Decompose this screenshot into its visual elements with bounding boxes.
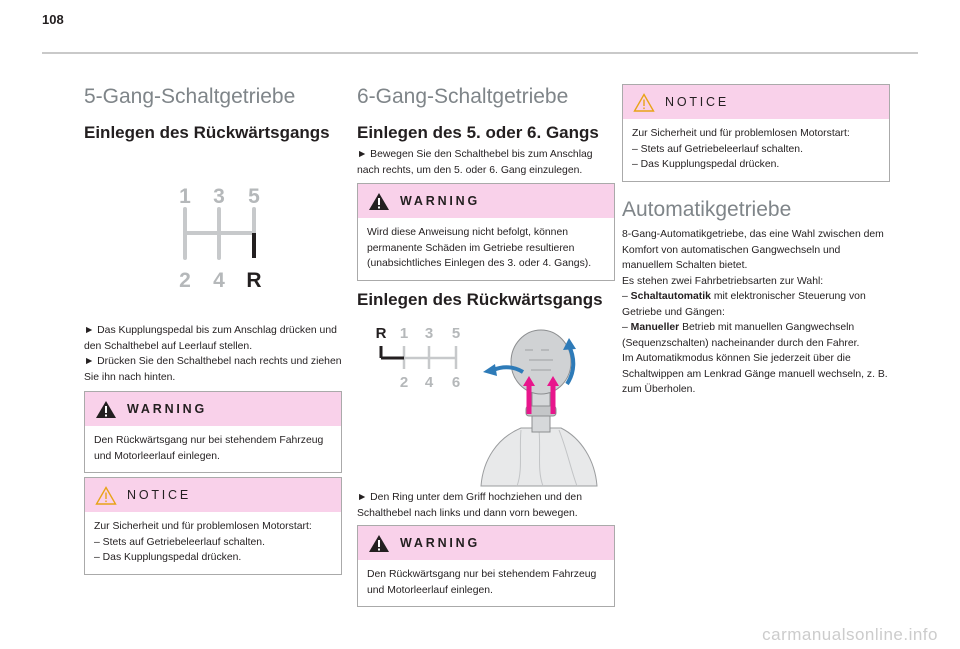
warning-box (357, 525, 615, 607)
gear-label: 5 (451, 325, 461, 342)
paragraph: 8-Gang-Automatikgetriebe, das eine Wahl zwischen dem Komfort von automatischen Gangwechseln und manuellem Schalten bietet. (622, 229, 884, 271)
gear-label-reverse: R (375, 325, 387, 342)
notice-icon (95, 486, 117, 505)
instruction-text (357, 147, 615, 178)
instruction-text (84, 323, 342, 385)
paragraph: Im Automatikmodus können Sie jederzeit über die Schaltwippen am Lenkrad Gänge manuell wechseln, z. B. zum Überholen. (622, 353, 888, 395)
notice-icon (633, 93, 655, 112)
warning-body: Wird diese Anweisung nicht befolgt, können permanente Schäden im Getriebe resultieren (unabsichtliches Einlegen des 3. oder 4. Gangs). (367, 227, 592, 269)
notice-title: NOTICE (665, 95, 730, 109)
notice-text (623, 119, 889, 181)
gear-label: 3 (424, 325, 434, 342)
warning-header (358, 184, 614, 218)
section-title-5-speed: 5-Gang-Schaltgetriebe (84, 85, 296, 108)
warning-title: WARNING (127, 402, 208, 416)
notice-line: – Das Kupplungspedal drücken. (632, 159, 780, 170)
warning-text (358, 218, 614, 280)
notice-line: – Stets auf Getriebeleerlauf schalten. (94, 536, 265, 548)
warning-body: Den Rückwärtsgang nur bei stehendem Fahrzeug und Motorleerlauf einlegen. (367, 569, 597, 596)
gear-label: 3 (213, 185, 225, 208)
list-item-text: mit elektronischer Steuerung von Getriebe und Gängen: (622, 291, 866, 318)
gear-label: 5 (248, 185, 260, 208)
gear-label: 4 (424, 374, 434, 391)
gear-lever-6-speed-illustration (371, 320, 601, 488)
list-item-text: Betrieb mit manuellen Gangwechseln (Sequenzschalten) nacheinander durch den Fahrer. (622, 322, 860, 349)
notice-header (623, 85, 889, 119)
step: ► Den Ring unter dem Griff hochziehen und den Schalthebel nach links und dann vorn bewegen. (357, 492, 582, 519)
warning-header (85, 392, 341, 426)
list-item: – Manueller Betrieb mit manuellen Gangwechseln (Sequenzschalten) nacheinander durch den Fahrer. (622, 322, 860, 349)
notice-line: – Das Kupplungspedal drücken. (94, 552, 242, 563)
top-divider (42, 52, 918, 54)
notice-line: Zur Sicherheit und für problemlosen Motorstart: (94, 521, 312, 532)
warning-text (358, 560, 614, 606)
notice-box (84, 477, 342, 575)
instruction-text (357, 490, 615, 521)
gear-label: 6 (451, 374, 461, 391)
subheading-5th-6th: Einlegen des 5. oder 6. Gangs (357, 123, 599, 142)
warning-body: Den Rückwärtsgang nur bei stehendem Fahrzeug und Motorleerlauf einlegen. (94, 435, 324, 462)
warning-icon (95, 400, 117, 419)
subheading-reverse: Einlegen des Rückwärtsgangs (357, 290, 603, 309)
subheading-reverse: Einlegen des Rückwärtsgangs (84, 123, 330, 142)
notice-text (85, 512, 341, 574)
step: ► Bewegen Sie den Schalthebel bis zum Anschlag nach rechts, um den 5. oder 6. Gang einzulegen. (357, 149, 593, 176)
automatic-description (622, 227, 890, 398)
gear-label: 1 (179, 185, 191, 208)
warning-text (85, 426, 341, 472)
warning-title: WARNING (400, 194, 481, 208)
section-title-6-speed: 6-Gang-Schaltgetriebe (357, 85, 569, 108)
gear-label-reverse: R (246, 269, 262, 292)
warning-box (357, 183, 615, 281)
gear-label: 2 (399, 374, 409, 391)
gear-label: 1 (399, 325, 409, 342)
notice-box (622, 84, 890, 182)
section-title-automatic: Automatikgetriebe (622, 198, 792, 221)
gear-pattern-5-speed-diagram (172, 182, 272, 292)
page-number: 108 (42, 12, 64, 27)
notice-line: – Stets auf Getriebeleerlauf schalten. (632, 143, 803, 155)
list-item-term: Manueller (630, 322, 680, 333)
list-item-term: Schaltautomatik (630, 291, 711, 302)
list-item: – Schaltautomatik mit elektronischer Steuerung von Getriebe und Gängen: (622, 291, 866, 318)
warning-title: WARNING (400, 536, 481, 550)
notice-line: Zur Sicherheit und für problemlosen Motorstart: (632, 128, 850, 139)
gear-label: 4 (213, 269, 225, 292)
paragraph: Es stehen zwei Fahrbetriebsarten zur Wahl: (622, 275, 824, 287)
step: ► Das Kupplungspedal bis zum Anschlag drücken und den Schalthebel auf Leerlauf stellen. (84, 325, 337, 352)
warning-icon (368, 192, 390, 211)
notice-header (85, 478, 341, 512)
gear-label: 2 (179, 269, 191, 292)
watermark-text: carmanualsonline.info (762, 625, 938, 644)
warning-icon (368, 534, 390, 553)
warning-box (84, 391, 342, 473)
notice-title: NOTICE (127, 488, 192, 502)
step: ► Drücken Sie den Schalthebel nach rechts und ziehen Sie ihn nach hinten. (84, 356, 342, 383)
warning-header (358, 526, 614, 560)
